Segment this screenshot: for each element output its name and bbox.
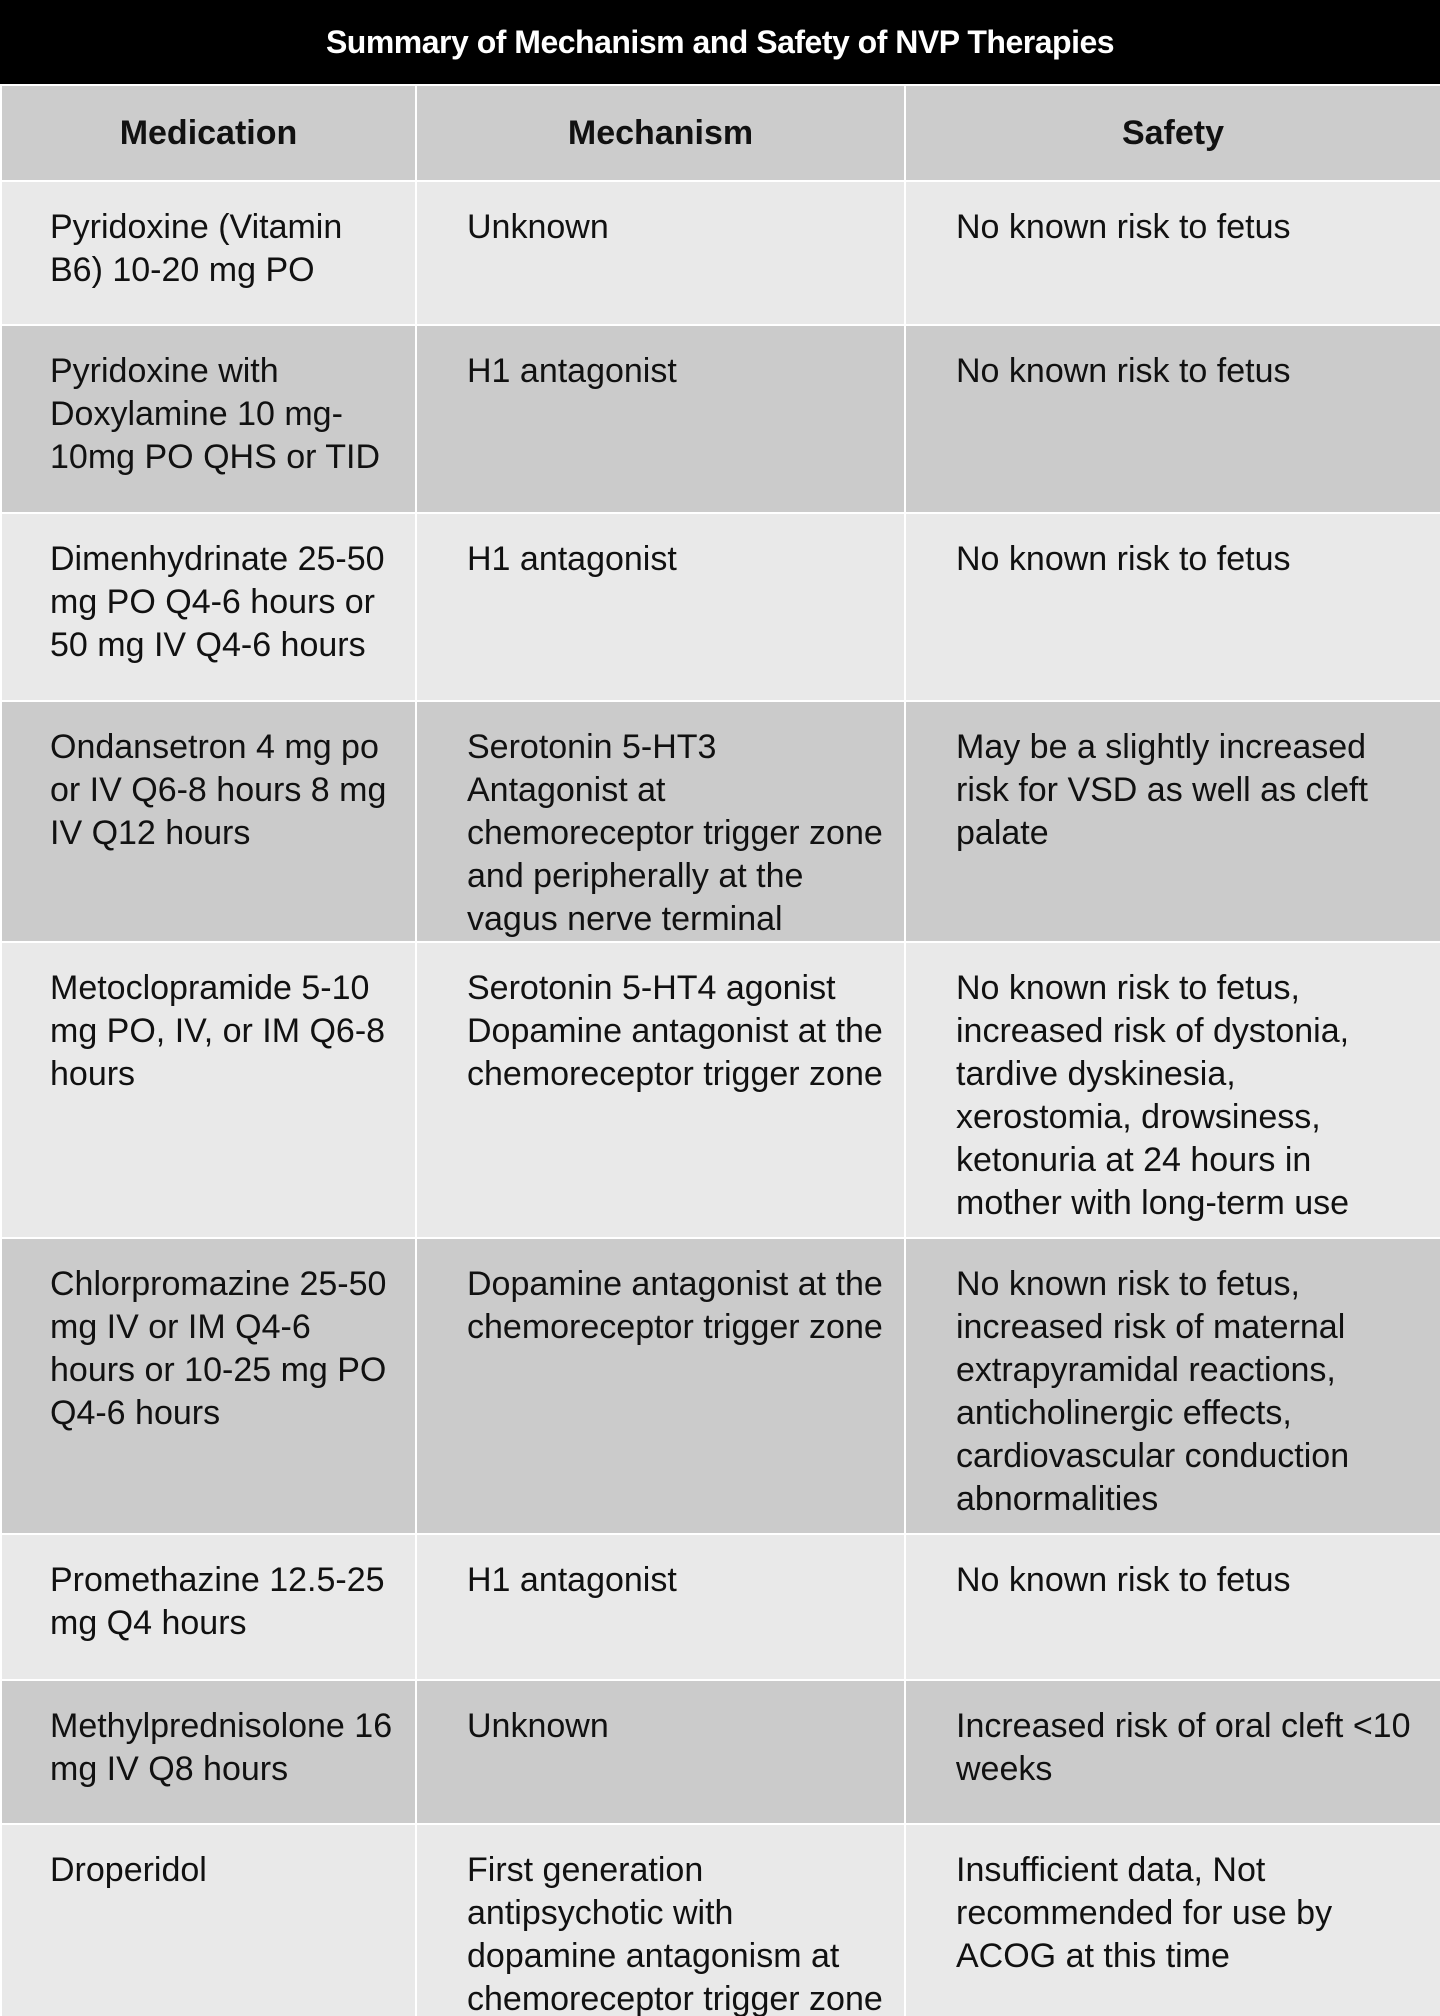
cell-medication: Ondansetron 4 mg po or IV Q6-8 hours 8 mg IV Q12 hours xyxy=(1,701,416,942)
table-row xyxy=(1,325,1440,513)
cell-safety: No known risk to fetus, increased risk of maternal extrapyramidal reactions, anticholinergic effects, cardiovascular conduction abnormalities xyxy=(905,1238,1440,1534)
table-row xyxy=(1,701,1440,942)
cell-mechanism: Unknown xyxy=(416,181,905,325)
cell-medication: Dimenhydrinate 25-50 mg PO Q4-6 hours or 50 mg IV Q4-6 hours xyxy=(1,513,416,701)
table-row xyxy=(1,1238,1440,1534)
cell-mechanism: H1 antagonist xyxy=(416,325,905,513)
table-row xyxy=(1,1534,1440,1680)
cell-safety: No known risk to fetus, increased risk of dystonia, tardive dyskinesia, xerostomia, drowsiness, ketonuria at 24 hours in mother with long-term use xyxy=(905,942,1440,1238)
table-row xyxy=(1,181,1440,325)
cell-medication: Promethazine 12.5-25 mg Q4 hours xyxy=(1,1534,416,1680)
cell-mechanism: H1 antagonist xyxy=(416,1534,905,1680)
table-row xyxy=(1,513,1440,701)
header-mechanism: Mechanism xyxy=(416,85,905,181)
cell-medication: Droperidol xyxy=(1,1824,416,2016)
table-row xyxy=(1,942,1440,1238)
header-medication: Medication xyxy=(1,85,416,181)
cell-safety: No known risk to fetus xyxy=(905,1534,1440,1680)
cell-mechanism: Unknown xyxy=(416,1680,905,1824)
cell-medication: Methylprednisolone 16 mg IV Q8 hours xyxy=(1,1680,416,1824)
cell-mechanism: H1 antagonist xyxy=(416,513,905,701)
table-row xyxy=(1,1680,1440,1824)
cell-safety: Insufficient data, Not recommended for use by ACOG at this time xyxy=(905,1824,1440,2016)
cell-medication: Pyridoxine with Doxylamine 10 mg-10mg PO QHS or TID xyxy=(1,325,416,513)
table-row xyxy=(1,1824,1440,2016)
nvp-therapies-table xyxy=(0,84,1440,2016)
cell-mechanism: Serotonin 5-HT4 agonist Dopamine antagonist at the chemoreceptor trigger zone xyxy=(416,942,905,1238)
header-row xyxy=(1,85,1440,181)
cell-medication: Pyridoxine (Vitamin B6) 10-20 mg PO xyxy=(1,181,416,325)
table-title: Summary of Mechanism and Safety of NVP Therapies xyxy=(0,0,1440,84)
header-safety: Safety xyxy=(905,85,1440,181)
cell-mechanism: Dopamine antagonist at the chemoreceptor trigger zone xyxy=(416,1238,905,1534)
cell-safety: May be a slightly increased risk for VSD as well as cleft palate xyxy=(905,701,1440,942)
cell-mechanism: First generation antipsychotic with dopamine antagonism at chemoreceptor trigger zone xyxy=(416,1824,905,2016)
cell-mechanism: Serotonin 5-HT3 Antagonist at chemoreceptor trigger zone and peripherally at the vagus nerve terminal xyxy=(416,701,905,942)
cell-medication: Metoclopramide 5-10 mg PO, IV, or IM Q6-8 hours xyxy=(1,942,416,1238)
cell-safety: Increased risk of oral cleft <10 weeks xyxy=(905,1680,1440,1824)
cell-safety: No known risk to fetus xyxy=(905,513,1440,701)
cell-medication: Chlorpromazine 25-50 mg IV or IM Q4-6 hours or 10-25 mg PO Q4-6 hours xyxy=(1,1238,416,1534)
cell-safety: No known risk to fetus xyxy=(905,181,1440,325)
cell-safety: No known risk to fetus xyxy=(905,325,1440,513)
